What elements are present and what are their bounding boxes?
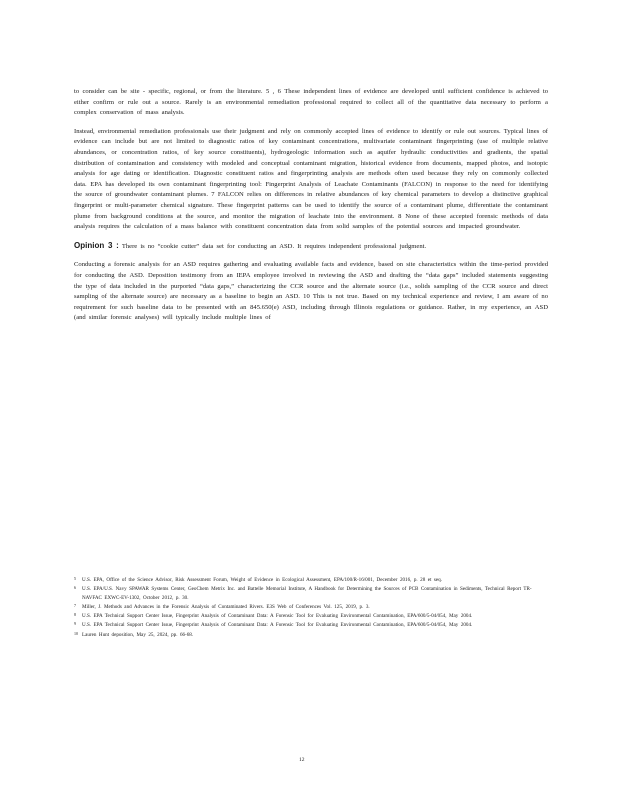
footnote-marker: 5 <box>74 576 76 581</box>
paragraph-3: Conducting a forensic analysis for an ASD requires gathering and evaluating available facts and evidence, based on site characteristics within the time-period provided for conducting the ASD. Deposition testimony from an IEPA employee involved in reviewing the ASD and drafting the “data gaps” included statements suggesting the type of data included in the purported “data gaps,” characterizing the CCR source and the alternate source (i.e., solids sampling of the CCR source and direct sampling of the alternate source) are necessary as a baseline to begin an ASD. 10 This is not true. Based on my technical experience and review, I am aware of no requirement for such baseline data to be presented with an 845.650(e) ASD, including through Illinois regulations or guidance. Rather, in my experience, an ASD (and similar forensic analyses) will typically include multiple lines of <box>74 261 548 322</box>
footnote-marker: 6 <box>74 585 76 591</box>
footnote <box>74 621 544 630</box>
opinion-3 <box>74 241 548 253</box>
footnote-marker: 8 <box>74 612 76 618</box>
footnote-marker: 10 <box>74 630 78 636</box>
footnote-text: U.S. EPA Technical Support Center Issue, Fingerprint Analysis of Contaminant Data: A Forensic Tool for Evaluating Environmental Contamination, EPA/600/5-04/054, May 2004. <box>82 622 473 629</box>
footnote <box>74 585 544 602</box>
paragraph-2: Instead, environmental remediation professionals use their judgment and rely on commonly accepted lines of evidence to identify or rule out sources. Typical lines of evidence can include but are not limited to diagnostic ratios of key contaminant concentrations, multivariate contaminant fingerprinting (use of multiple relative abundances, or concentration ratios, of key source constituents), hydrogeologic information such as aquifer hydraulic conductivities and gradients, the spatial distribution of contamination and consistency with modeled and conceptual contaminant migration, historical evidence from documents, mapped photos, and isotopic analysis for age dating or identification. Diagnostic constituent ratios and fingerprinting analysis are methods often used because they rely on commonly collected data. EPA has developed its own contaminant fingerprinting tool: Fingerprint Analysis of Leachate Contaminants (FALCON) in response to the need for identifying the source of groundwater contaminant plumes. 7 FALCON relies on differences in relative abundances of key chemical parameters to develop a distinctive graphical fingerprint or multi-parameter chemical signature. These fingerprint patterns can be used to identify the source of a contaminant plume, differentiate the contaminant plume from background conditions at the source, and monitor the migration of leachate into the environment. 8 None of these accepted forensic methods of data analysis requires the calculation of a mass balance with constituent concentration data from solid samples of the potential sources and impacted groundwater. <box>74 127 548 231</box>
footnote <box>74 631 544 640</box>
footnote-text: U.S. EPA/U.S. Navy SPAWAR Systems Center, GeoChem Metrix Inc. and Battelle Memorial Institute, A Handbook for Determining the Sources of PCB Contamination in Sediments, Technical Report TR-NAVFAC EXWC-EV-1302, October 2012, p. 30. <box>82 586 532 601</box>
footnote-marker: 9 <box>74 621 76 627</box>
footnote-marker: 7 <box>74 602 76 608</box>
opinion-label: Opinion 3 : <box>74 240 119 250</box>
footnote-text: Miller, J. Methods and Advances in the Forensic Analysis of Contaminated Rivers. E3S Web of Conferences Vol. 125, 2019, p. 3. <box>82 603 370 610</box>
footnote <box>74 576 544 585</box>
footnote <box>74 612 544 621</box>
footnote-text: U.S. EPA, Office of the Science Advisor, Risk Assessment Forum, Weight of Evidence in Ecological Assessment, EPA/100/R-16/001, December 2016, p. 28 et seq. <box>82 577 442 583</box>
footnotes <box>74 576 544 639</box>
footnote-text: Lauren Hunt deposition, May 25, 2024, pp. 66-68. <box>82 631 194 638</box>
opinion-text: There is no “cookie cutter” data set for conducting an ASD. It requires independent professional judgment. <box>121 242 427 250</box>
footnote <box>74 603 544 612</box>
body-text <box>74 87 548 324</box>
page-number: 12 <box>299 757 305 763</box>
footnote-text: U.S. EPA Technical Support Center Issue, Fingerprint Analysis of Contaminant Data: A Forensic Tool for Evaluating Environmental Contamination, EPA/600/5-04/054, May 2004. <box>82 613 473 620</box>
paragraph-1: to consider can be site - specific, regional, or from the literature. 5 , 6 These independent lines of evidence are developed until sufficient confidence is achieved to either confirm or rule out a source. Rarely is an environmental remediation professional required to collect all of the quantitative data necessary to perform a complex conservation of mass analysis. <box>74 88 548 117</box>
